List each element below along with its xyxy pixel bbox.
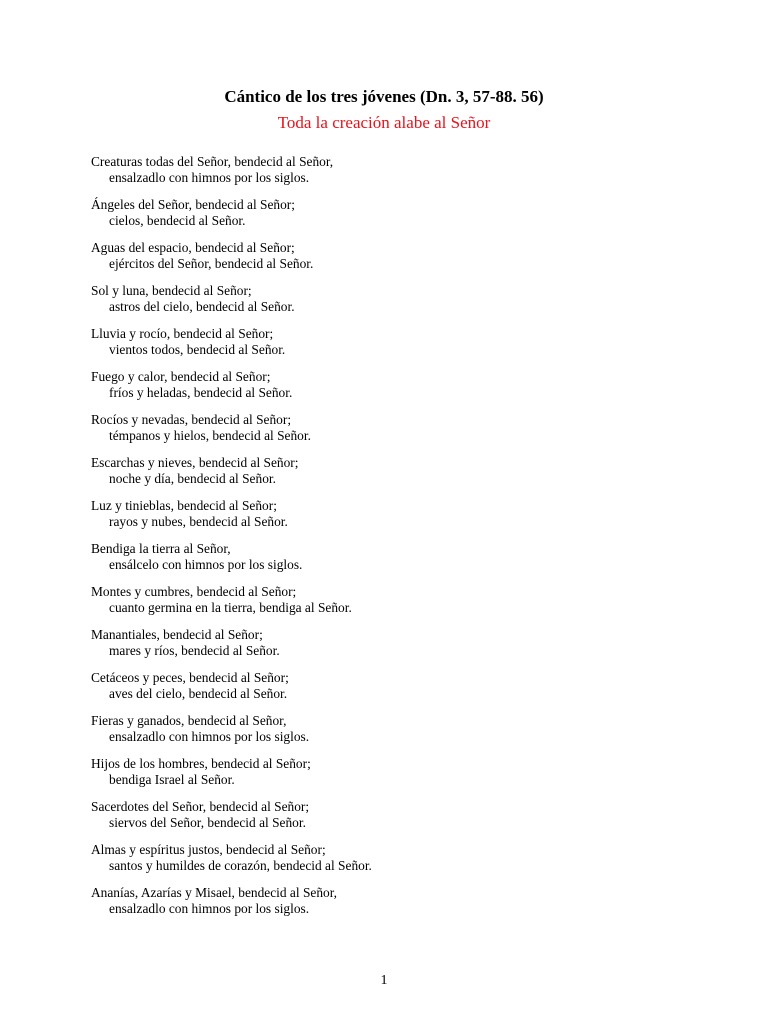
stanza [91, 197, 711, 240]
stanza-line-second: ensalzadlo con himnos por los siglos. [109, 900, 310, 916]
stanza-line-first: Cetáceos y peces, bendecid al Señor; [91, 670, 289, 685]
stanza-line-first: Hijos de los hombres, bendecid al Señor; [91, 756, 311, 771]
document-title: Cántico de los tres jóvenes (Dn. 3, 57-88. 56) [224, 87, 544, 106]
stanza-line-first: Creaturas todas del Señor, bendecid al Señor, [91, 154, 334, 169]
stanza-line-second: vientos todos, bendecid al Señor. [109, 341, 286, 357]
stanza [91, 713, 711, 756]
stanza-line-second: cuanto germina en la tierra, bendiga al Señor. [109, 599, 352, 615]
stanza-line-second: témpanos y hielos, bendecid al Señor. [109, 427, 311, 443]
stanza-line-second: aves del cielo, bendecid al Señor. [109, 685, 288, 701]
canticle-stanzas [91, 154, 711, 928]
stanza [91, 455, 711, 498]
stanza-line-first: Montes y cumbres, bendecid al Señor; [91, 584, 297, 599]
stanza [91, 584, 711, 627]
stanza-line-first: Escarchas y nieves, bendecid al Señor; [91, 455, 299, 470]
stanza-line-second: cielos, bendecid al Señor. [109, 212, 246, 228]
stanza-line-first: Ananías, Azarías y Misael, bendecid al Señor, [91, 885, 337, 900]
stanza-line-second: ejércitos del Señor, bendecid al Señor. [109, 255, 314, 271]
stanza [91, 670, 711, 713]
stanza [91, 799, 711, 842]
stanza [91, 369, 711, 412]
stanza-line-second: siervos del Señor, bendecid al Señor. [109, 814, 306, 830]
stanza [91, 885, 711, 928]
stanza [91, 412, 711, 455]
stanza-line-second: mares y ríos, bendecid al Señor. [109, 642, 280, 658]
stanza-line-second: ensalzadlo con himnos por los siglos. [109, 169, 310, 185]
stanza-line-second: fríos y heladas, bendecid al Señor. [109, 384, 293, 400]
stanza-line-second: rayos y nubes, bendecid al Señor. [109, 513, 288, 529]
stanza [91, 154, 711, 197]
stanza-line-second: bendiga Israel al Señor. [109, 771, 235, 787]
stanza-line-second: santos y humildes de corazón, bendecid al Señor. [109, 857, 372, 873]
stanza-line-first: Lluvia y rocío, bendecid al Señor; [91, 326, 274, 341]
document-subtitle: Toda la creación alabe al Señor [277, 113, 491, 132]
stanza-line-first: Fieras y ganados, bendecid al Señor, [91, 713, 287, 728]
stanza-line-first: Bendiga la tierra al Señor, [91, 541, 231, 556]
stanza [91, 498, 711, 541]
stanza-line-first: Fuego y calor, bendecid al Señor; [91, 369, 271, 384]
stanza-line-first: Ángeles del Señor, bendecid al Señor; [91, 197, 295, 212]
stanza [91, 283, 711, 326]
stanza-line-first: Sol y luna, bendecid al Señor; [91, 283, 252, 298]
stanza-line-second: astros del cielo, bendecid al Señor. [109, 298, 295, 314]
stanza-line-first: Luz y tinieblas, bendecid al Señor; [91, 498, 277, 513]
stanza [91, 756, 711, 799]
page-number: 1 [380, 973, 388, 988]
stanza-line-second: ensálcelo con himnos por los siglos. [109, 556, 303, 572]
stanza-line-second: noche y día, bendecid al Señor. [109, 470, 276, 486]
stanza-line-second: ensalzadlo con himnos por los siglos. [109, 728, 310, 744]
stanza [91, 240, 711, 283]
stanza [91, 842, 711, 885]
stanza [91, 541, 711, 584]
stanza-line-first: Almas y espíritus justos, bendecid al Señor; [91, 842, 326, 857]
stanza-line-first: Rocíos y nevadas, bendecid al Señor; [91, 412, 292, 427]
stanza [91, 627, 711, 670]
stanza [91, 326, 711, 369]
stanza-line-first: Aguas del espacio, bendecid al Señor; [91, 240, 295, 255]
stanza-line-first: Sacerdotes del Señor, bendecid al Señor; [91, 799, 310, 814]
stanza-line-first: Manantiales, bendecid al Señor; [91, 627, 263, 642]
